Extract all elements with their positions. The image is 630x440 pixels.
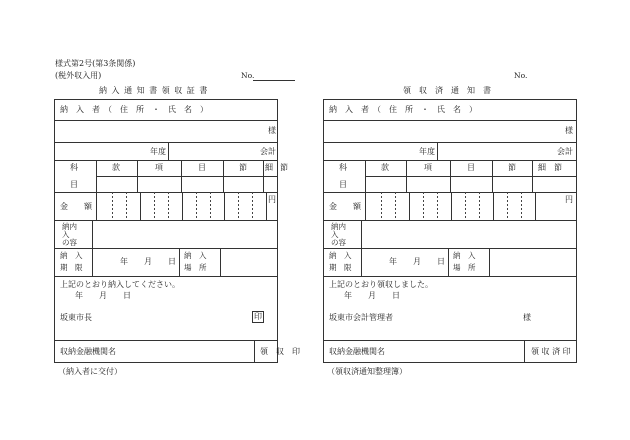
right-nendo-label: 年度 [419,147,435,156]
right-basho-label-1: 納 入 [453,251,476,260]
left-sama-label: 様 [268,126,276,135]
left-ka-label: 科 [70,163,78,172]
right-naiyo-label-2: 入 [331,230,339,239]
left-message: 上記のとおり納入してください。 [60,280,180,289]
left-moku2-label: 目 [198,163,206,172]
left-kigen-date: 年 月 日 [120,257,176,266]
right-saisetsu-label: 細 節 [538,163,562,172]
left-yen-label: 円 [268,195,276,204]
right-footnote: （領収済通知整理簿） [327,367,407,376]
left-basho-label-1: 納 入 [184,251,207,260]
right-message-date: 年 月 日 [344,291,400,300]
left-number-label: No. [241,71,255,80]
right-form-title: 領 収 済 通 知 書 [403,86,491,95]
left-kan-label: 款 [112,163,120,172]
right-sama2-label: 様 [523,313,531,322]
left-nendo-label: 年度 [150,147,166,156]
right-moku-label: 目 [339,180,347,189]
left-stamp-label: 領 収 印 [260,347,300,356]
right-moku2-label: 目 [467,163,475,172]
right-payer-header: 納 入 者 （ 住 所 ・ 氏 名 ） [329,105,477,114]
right-kigen-label-2: 期 限 [329,263,352,272]
left-naiyo-label-1: 納内 [62,222,77,231]
left-naiyo-label-3: の容 [62,238,77,247]
left-kigen-label-2: 期 限 [60,263,83,272]
right-kigen-date: 年 月 日 [389,257,445,266]
right-setsu-label: 節 [508,163,516,172]
left-issuer: 坂東市長 [60,313,92,322]
tax-type-label: (税外収入用) [55,71,102,80]
left-kigen-label-1: 納 入 [60,251,83,260]
right-issuer: 坂東市会計管理者 [329,313,393,322]
right-number-label: No. [514,71,528,80]
left-kingaku-label: 金 額 [60,202,92,211]
left-payer-header: 納 入 者 （ 住 所 ・ 氏 名 ） [60,105,208,114]
right-kingaku-label: 金 額 [329,202,361,211]
right-kan-label: 款 [381,163,389,172]
form-number: 様式第2号(第3条関係) [55,59,136,68]
left-naiyo-label-2: 入 [62,230,70,239]
right-bank-label: 収納金融機関名 [329,347,385,356]
left-form-title: 納 入 通 知 書 領 収 証 書 [99,86,209,95]
right-basho-label-2: 場 所 [453,263,476,272]
left-setsu-label: 節 [239,163,247,172]
left-moku-label: 目 [70,180,78,189]
left-saisetsu-label: 細 節 [265,163,288,172]
left-seal-box: 印 [254,312,262,321]
left-kaikei-label: 会計 [260,147,276,156]
right-kaikei-label: 会計 [557,147,573,156]
right-kigen-label-1: 納 入 [329,251,352,260]
right-kou-label: 項 [424,163,432,172]
left-bank-label: 収納金融機関名 [60,347,116,356]
right-message: 上記のとおり領収しました。 [329,280,433,289]
right-yen-label: 円 [565,195,573,204]
right-sama-label: 様 [565,126,573,135]
left-message-date: 年 月 日 [75,291,131,300]
right-naiyo-label-1: 納内 [331,222,346,231]
left-basho-label-2: 場 所 [184,263,207,272]
left-kou-label: 項 [155,163,163,172]
right-ka-label: 科 [339,163,347,172]
right-stamp-label: 領 収 済 印 [531,347,571,356]
left-footnote: （納入者に交付） [58,367,122,376]
right-naiyo-label-3: の容 [331,238,346,247]
